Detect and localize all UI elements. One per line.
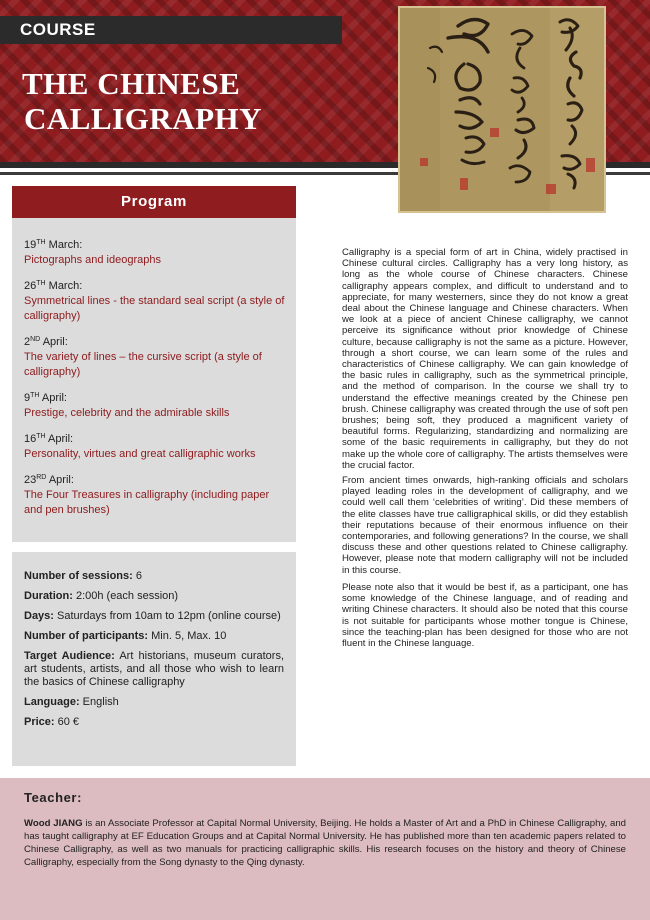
title-line-1: THE CHINESE — [22, 66, 241, 101]
program-day: 2 — [24, 336, 31, 348]
program-date — [24, 238, 286, 252]
duration-row — [24, 590, 284, 603]
duration-value: 2:00h (each session) — [72, 590, 179, 602]
participants-row — [24, 630, 284, 643]
days-value: Saturdays from 10am to 12pm (online course) — [53, 610, 281, 622]
program-list — [24, 238, 286, 529]
program-item — [24, 279, 286, 324]
course-description — [342, 247, 628, 653]
sessions-label: Number of sessions: — [24, 570, 133, 582]
program-topic: Personality, virtues and great calligraphic works — [24, 448, 256, 460]
teacher-heading: Teacher: — [24, 790, 83, 805]
program-item — [24, 391, 286, 421]
program-item — [24, 335, 286, 380]
program-month: March: — [45, 239, 83, 251]
program-day-suffix: TH — [36, 280, 46, 287]
sessions-row — [24, 570, 284, 583]
program-panel — [12, 186, 296, 542]
program-date — [24, 432, 286, 446]
teacher-bio — [24, 817, 626, 869]
program-date — [24, 473, 286, 487]
program-day-suffix: TH — [36, 433, 46, 440]
program-date — [24, 391, 286, 405]
title-line-2: CALLIGRAPHY — [24, 101, 263, 136]
language-value: English — [79, 696, 119, 708]
program-topic: Prestige, celebrity and the admirable skills — [24, 407, 230, 419]
language-row — [24, 696, 284, 709]
program-day-suffix: TH — [30, 392, 40, 399]
program-item — [24, 473, 286, 518]
course-details-panel — [12, 552, 296, 766]
program-day: 23 — [24, 474, 37, 486]
program-day: 19 — [24, 239, 37, 251]
program-day-suffix: TH — [36, 239, 46, 246]
program-day-suffix: ND — [30, 336, 41, 343]
description-paragraph-3: Please note also that it would be best if, as a participant, one has some knowledge of the Chinese language, and of reading and writing Chinese characters. It should also be noted that this course is not suitable for participants whose mother tongue is Chinese, since the teaching-plan has been designed for those who are not fluent in the Chinese language. — [342, 581, 628, 649]
language-label: Language: — [24, 696, 80, 708]
calligraphy-strokes-icon — [400, 8, 604, 211]
page-title — [22, 66, 352, 136]
price-label: Price: — [24, 716, 55, 728]
program-day: 26 — [24, 280, 37, 292]
days-label: Days: — [24, 610, 54, 622]
audience-label: Target Audience: — [24, 650, 115, 662]
teacher-section — [0, 778, 650, 920]
program-day-suffix: RD — [36, 474, 47, 481]
program-heading: Program — [12, 186, 296, 218]
teacher-bio-text: is an Associate Professor at Capital Normal University, Beijing. He holds a Master of Art and a PhD in Chinese Calligraphy, and has taught calligraphy at EF Education Groups and at Capital Normal University. He has published more than ten academic papers related to Chinese Calligraphy, as well as two manuals for practicing calligraphic skills. His research focuses on the history and theory of Chinese Calligraphy, especially from the Song dynasty to the Qing dynasty. — [24, 818, 626, 868]
program-topic: The Four Treasures in calligraphy (including paper and pen brushes) — [24, 489, 270, 516]
description-paragraph-1: Calligraphy is a special form of art in China, widely practised in Chinese cultural circles. Calligraphy has a very long history, as long as the whole course of Chinese characters. Chinese calligraphy appears complex, and difficult to understand and to appreciate, for many westerners, since they do not know a great deal about the Chinese language and Chinese characters. When we look at a piece of ancient Chinese calligraphy, we cannot perceive its significance without prior knowledge of Chinese culture, because calligraphy is not the same as a picture. However, through a short course, we can learn some of the rules and characteristics of Chinese calligraphy. We can gain knowledge of the basic rules in calligraphy, such as the symmetrical principle, and the method of comparison. In the course we shall try to understand the effective meanings created by the Chinese pen brush. Chinese calligraphy was created through the use of soft pen brushes; being soft, they produced a magnificent variety of beautiful forms. Regularizing, standardizing and normalizing are some of the basic requirements in calligraphy, but they do not make up the whole core of calligraphy. The artists themselves were the crucial factor. — [342, 247, 628, 471]
participants-value: Min. 5, Max. 10 — [148, 630, 227, 642]
teacher-name: Wood JIANG — [24, 818, 83, 829]
program-topic: Pictographs and ideographs — [24, 254, 161, 266]
course-label: COURSE — [0, 16, 342, 44]
program-month: March: — [45, 280, 83, 292]
program-item — [24, 432, 286, 462]
price-value: 60 € — [54, 716, 80, 728]
program-month: April: — [46, 474, 74, 486]
audience-row — [24, 650, 284, 689]
program-month: April: — [45, 433, 74, 445]
audience-value: Art historians, museum curators, art students, artists, and all those who wish to learn the basics of Chinese calligraphy — [24, 650, 285, 688]
program-month: April: — [40, 336, 68, 348]
calligraphy-scroll-image — [398, 6, 606, 213]
days-row — [24, 610, 284, 623]
program-date — [24, 335, 286, 349]
program-topic: Symmetrical lines - the standard seal script (a style of calligraphy) — [24, 295, 285, 322]
program-day: 9 — [24, 392, 31, 404]
program-month: April: — [39, 392, 67, 404]
participants-label: Number of participants: — [24, 630, 149, 642]
sessions-value: 6 — [132, 570, 142, 582]
program-topic: The variety of lines – the cursive script (a style of calligraphy) — [24, 351, 262, 378]
price-row — [24, 716, 284, 729]
program-date — [24, 279, 286, 293]
description-paragraph-2: From ancient times onwards, high-ranking officials and scholars played leading roles in the development of calligraphy, and we could well call them ‘celebrities of writing’. Did these members of the elite classes have true calligraphical skills, or did they establish their reputations because of their enormous influence on their contemporaries, and following generations? In the course, we shall discuss these and other questions related to Chinese calligraphy. However, please note that modern calligraphy will not be included in this course. — [342, 475, 628, 576]
duration-label: Duration: — [24, 590, 73, 602]
program-item — [24, 238, 286, 268]
program-day: 16 — [24, 433, 37, 445]
